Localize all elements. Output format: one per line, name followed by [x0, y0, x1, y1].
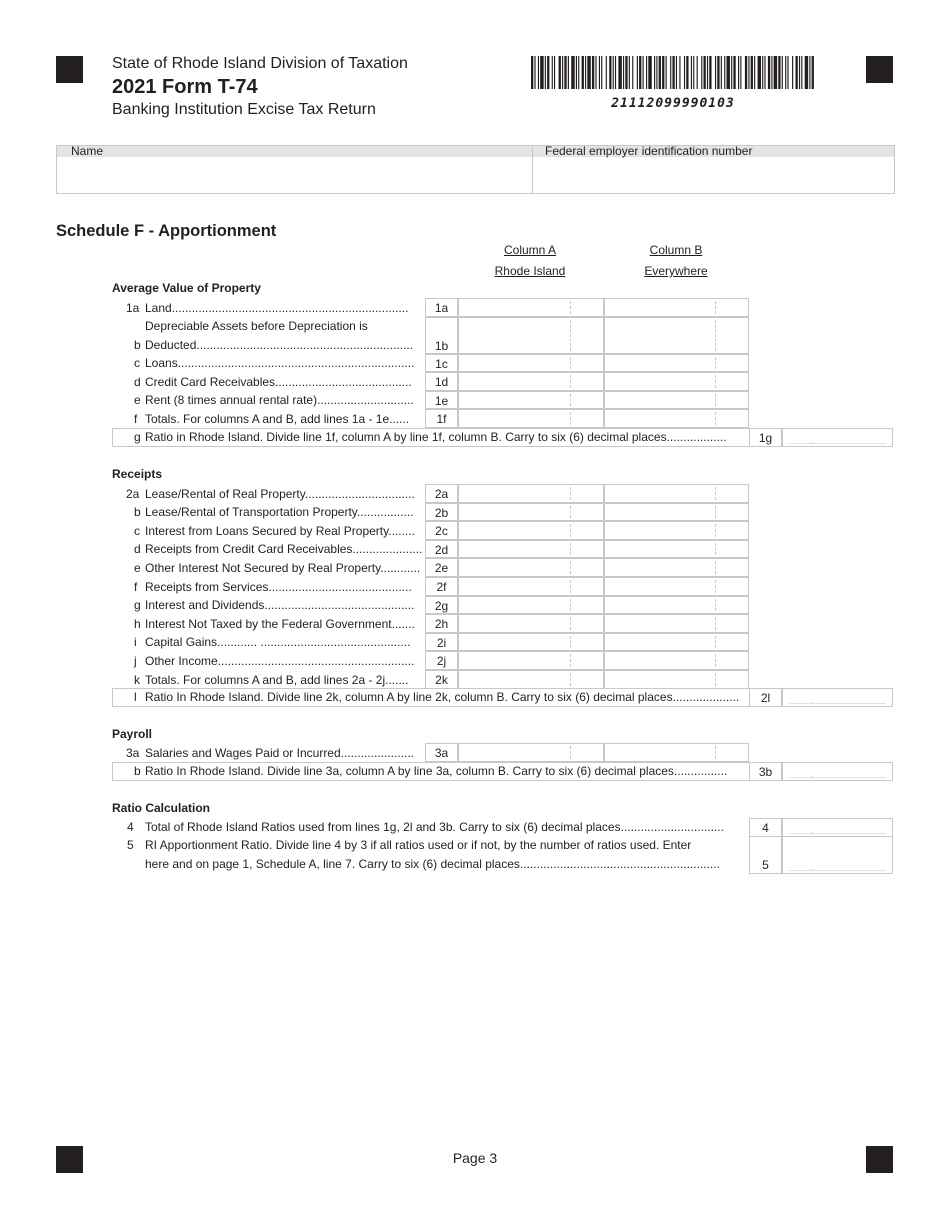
column-a-input[interactable] [458, 633, 604, 652]
line-label: Depreciable Assets before Depreciation is [145, 318, 368, 333]
column-b-input[interactable] [604, 577, 749, 596]
agency-name: State of Rhode Island Division of Taxation [112, 55, 408, 72]
input-underline [789, 870, 886, 871]
cents-separator [570, 487, 571, 500]
column-a-input[interactable] [458, 298, 604, 317]
line-prefix: i [134, 635, 137, 650]
line-label: Receipts from Services........................................... [145, 579, 412, 594]
column-b-input[interactable] [604, 503, 749, 522]
cents-separator [570, 673, 571, 686]
line-label: Receipts from Credit Card Receivables..................... [145, 542, 422, 557]
column-b-input[interactable] [604, 633, 749, 652]
column-a-input[interactable] [458, 354, 604, 373]
section-title: Payroll [112, 727, 153, 741]
line-4-input[interactable] [782, 818, 893, 837]
line-label: Other Income........................................................... [145, 654, 415, 668]
cents-separator [715, 673, 716, 686]
line-label: Rent (8 times annual rental rate)............................. [145, 393, 414, 408]
line-prefix: l [134, 690, 137, 704]
line-prefix: e [134, 561, 141, 575]
registration-mark-top-right [866, 56, 893, 83]
line-code: 3a [425, 743, 458, 762]
cents-separator [715, 506, 716, 519]
cents-separator [570, 357, 571, 370]
line-prefix: k [134, 672, 140, 687]
line-code: 1e [425, 391, 458, 410]
form-title: 2021 Form T-74 [112, 76, 258, 98]
cents-separator [570, 617, 571, 630]
receipts-ratio-label: Ratio In Rhode Island. Divide line 2k, column A by line 2k, column B. Carry to six (6) decimal places.................... [145, 690, 740, 704]
decimal-point: . [811, 695, 814, 705]
line-code: 2c [425, 521, 458, 540]
line-prefix: c [134, 523, 140, 538]
taxpayer-id-box [56, 145, 895, 194]
column-a-subheading: Rhode Island [494, 264, 566, 278]
cents-separator [715, 375, 716, 388]
column-b-input[interactable] [604, 540, 749, 559]
line-prefix: e [134, 393, 141, 408]
payroll-ratio-label: Ratio In Rhode Island. Divide line 3a, column A by line 3a, column B. Carry to six (6) decimal places................ [145, 764, 728, 778]
column-a-input[interactable] [458, 596, 604, 615]
line-code: 1d [425, 372, 458, 391]
column-a-heading: Column A [503, 243, 557, 257]
line-label: Interest and Dividends............................................. [145, 598, 415, 613]
cents-separator [570, 599, 571, 612]
column-b-input[interactable] [604, 614, 749, 633]
fein-label: Federal employer identification number [545, 144, 753, 158]
line-prefix: f [134, 579, 138, 594]
cents-separator [715, 599, 716, 612]
line-5-input[interactable] [782, 836, 893, 874]
cents-separator [570, 375, 571, 388]
line-prefix: d [134, 542, 141, 557]
cents-separator [715, 636, 716, 649]
line-code: 5 [749, 836, 782, 874]
column-a-input[interactable] [458, 743, 604, 762]
line-code: 1b [425, 317, 458, 354]
column-b-input[interactable] [604, 372, 749, 391]
cents-separator [570, 320, 571, 351]
column-b-input[interactable] [604, 521, 749, 540]
line-code: 2k [425, 670, 458, 689]
cents-separator [715, 412, 716, 425]
column-a-input[interactable] [458, 558, 604, 577]
line-code: 2g [425, 596, 458, 615]
line-prefix: f [134, 412, 138, 426]
line-prefix: j [134, 654, 137, 668]
schedule-title: Schedule F - Apportionment [56, 222, 277, 240]
cents-separator [715, 617, 716, 630]
barcode-number: 21112099990103 [611, 96, 735, 111]
page-number: Page 3 [452, 1150, 498, 1166]
input-underline [789, 777, 886, 778]
decimal-point: . [811, 435, 814, 445]
line-code: 1c [425, 354, 458, 373]
line-prefix: g [134, 430, 141, 444]
column-a-input[interactable] [458, 484, 604, 503]
cents-separator [570, 394, 571, 407]
line-label: Interest Not Taxed by the Federal Government....... [145, 616, 415, 631]
line-prefix: 4 [127, 820, 134, 834]
line-code: 4 [749, 818, 782, 837]
line-label: Credit Card Receivables......................................... [145, 374, 412, 389]
cents-separator [570, 301, 571, 314]
line-code: 1g [749, 428, 782, 447]
line-prefix: b [134, 505, 141, 520]
input-underline [789, 703, 886, 704]
line-5-label: RI Apportionment Ratio. Divide line 4 by 3 if all ratios used or if not, by the number of ratios used. Enter [145, 838, 692, 852]
column-a-input[interactable] [458, 670, 604, 689]
cents-separator [715, 524, 716, 537]
column-a-input[interactable] [458, 372, 604, 391]
line-label: Loans....................................................................... [145, 356, 415, 371]
line-5-label-continued: here and on page 1, Schedule A, line 7. Carry to six (6) decimal places............................................................ [145, 857, 720, 871]
name-field[interactable] [58, 158, 531, 192]
input-underline [789, 833, 886, 834]
fein-field[interactable] [534, 158, 892, 192]
column-a-input[interactable] [458, 577, 604, 596]
column-a-input[interactable] [458, 409, 604, 428]
line-prefix: d [134, 374, 141, 389]
cents-separator [570, 543, 571, 556]
cents-separator [715, 543, 716, 556]
line-prefix: g [134, 598, 141, 613]
decimal-point: . [811, 769, 814, 779]
cents-separator [715, 746, 716, 759]
cents-separator [570, 561, 571, 574]
cents-separator [715, 580, 716, 593]
name-label: Name [71, 144, 104, 158]
line-label: Other Interest Not Secured by Real Property............ [145, 561, 421, 575]
receipts-ratio-input[interactable] [782, 688, 893, 707]
line-code: 2f [425, 577, 458, 596]
line-code: 2e [425, 558, 458, 577]
line-4-label: Total of Rhode Island Ratios used from lines 1g, 2l and 3b. Carry to six (6) decimal places............................... [145, 820, 724, 834]
line-code: 2j [425, 651, 458, 670]
section-title: Ratio Calculation [112, 801, 211, 815]
cents-separator [715, 301, 716, 314]
line-code: 2i [425, 633, 458, 652]
line-label-continued: Deducted................................................................. [145, 337, 414, 352]
cents-separator [715, 654, 716, 667]
line-code: 1f [425, 409, 458, 428]
line-label: Totals. For columns A and B, add lines 2a - 2j....... [145, 672, 409, 687]
line-prefix: 3a [126, 745, 140, 760]
column-b-heading: Column B [649, 243, 703, 257]
input-underline [789, 443, 886, 444]
cents-separator [570, 636, 571, 649]
cents-separator [715, 394, 716, 407]
column-a-input[interactable] [458, 614, 604, 633]
line-label: Salaries and Wages Paid or Incurred...................... [145, 745, 415, 760]
column-a-input[interactable] [458, 651, 604, 670]
line-label: Interest from Loans Secured by Real Property........ [145, 523, 415, 538]
cents-separator [570, 580, 571, 593]
cents-separator [715, 487, 716, 500]
line-prefix: h [134, 616, 141, 631]
line-label: Land....................................................................... [145, 300, 409, 315]
line-prefix: 1a [126, 300, 140, 315]
line-code: 2h [425, 614, 458, 633]
column-a-input[interactable] [458, 521, 604, 540]
line-prefix: c [134, 356, 140, 371]
line-code: 2d [425, 540, 458, 559]
line-code: 2a [425, 484, 458, 503]
decimal-point: . [811, 863, 814, 872]
cents-separator [570, 412, 571, 425]
line-code: 1a [425, 298, 458, 317]
column-b-input[interactable] [604, 354, 749, 373]
column-b-subheading: Everywhere [644, 264, 708, 278]
line-prefix: 2a [126, 486, 140, 501]
column-b-input[interactable] [604, 670, 749, 689]
line-prefix: b [134, 764, 141, 778]
column-b-input[interactable] [604, 558, 749, 577]
line-label: Lease/Rental of Real Property................................. [145, 486, 415, 501]
line-prefix: 5 [127, 838, 134, 852]
line-label: Totals. For columns A and B, add lines 1a - 1e...... [145, 412, 410, 426]
registration-mark-top-left [56, 56, 83, 83]
payroll-ratio-input[interactable] [782, 762, 893, 781]
column-b-input[interactable] [604, 391, 749, 410]
column-b-input[interactable] [604, 484, 749, 503]
line-code: 2b [425, 503, 458, 522]
column-b-input[interactable] [604, 298, 749, 317]
cents-separator [715, 357, 716, 370]
property-ratio-input[interactable] [782, 428, 893, 447]
cents-separator [570, 746, 571, 759]
line-label: Lease/Rental of Transportation Property................. [145, 505, 414, 520]
cents-separator [570, 524, 571, 537]
column-b-input[interactable] [604, 651, 749, 670]
cents-separator [715, 561, 716, 574]
column-a-input[interactable] [458, 503, 604, 522]
section-title: Receipts [112, 467, 163, 481]
barcode [531, 56, 815, 89]
cents-separator [570, 506, 571, 519]
column-a-input[interactable] [458, 317, 604, 354]
line-code: 2l [749, 688, 782, 707]
column-a-input[interactable] [458, 540, 604, 559]
line-prefix: b [134, 337, 141, 352]
property-ratio-label: Ratio in Rhode Island. Divide line 1f, column A by line 1f, column B. Carry to six (6) decimal places.................. [145, 430, 727, 444]
column-b-input[interactable] [604, 409, 749, 428]
column-b-input[interactable] [604, 317, 749, 354]
cents-separator [570, 654, 571, 667]
form-subtitle: Banking Institution Excise Tax Return [112, 101, 376, 118]
column-a-input[interactable] [458, 391, 604, 410]
line-label: Capital Gains............ ............................................. [145, 635, 411, 650]
line-code: 3b [749, 762, 782, 781]
cents-separator [715, 320, 716, 351]
section-title: Average Value of Property [112, 281, 261, 295]
column-b-input[interactable] [604, 743, 749, 762]
decimal-point: . [811, 825, 814, 835]
column-b-input[interactable] [604, 596, 749, 615]
